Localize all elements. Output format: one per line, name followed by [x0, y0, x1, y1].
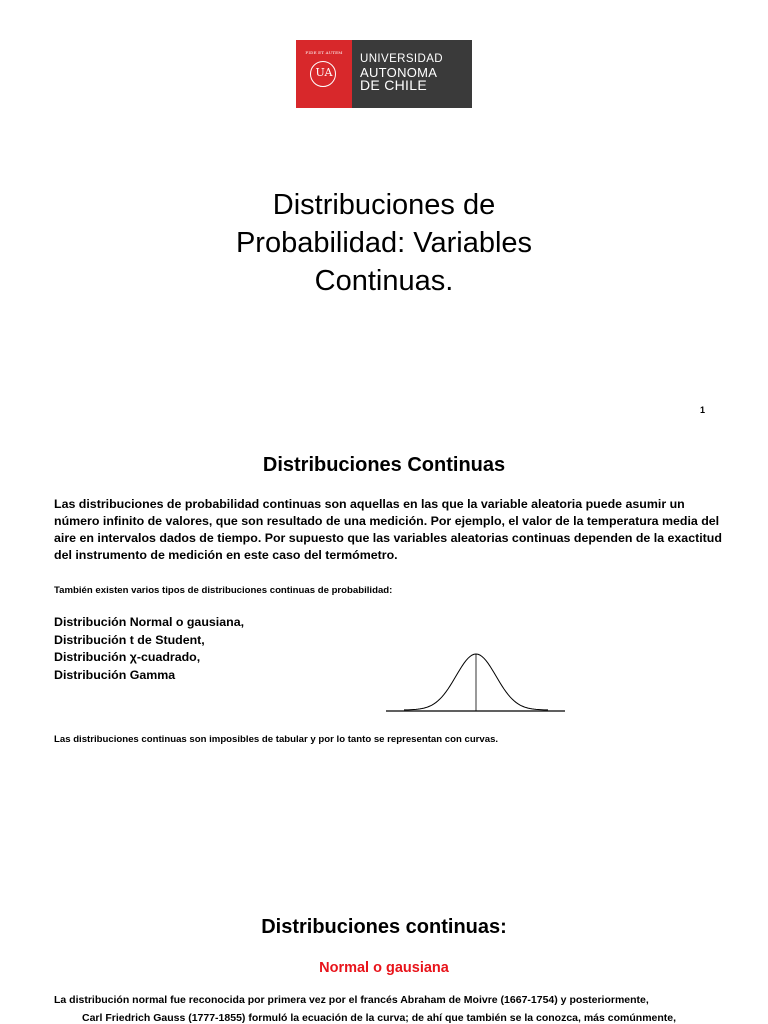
list-item: Distribución χ-cuadrado,: [54, 650, 201, 664]
subheading-normal: Normal o gausiana: [319, 960, 449, 976]
logo-line-3: DE CHILE: [360, 77, 427, 93]
logo-line-2: AUTONOMA: [360, 65, 438, 80]
list-item: Distribución Normal o gausiana,: [54, 615, 245, 629]
distribution-types-list: [54, 614, 244, 684]
title-line-3: Continuas.: [314, 265, 454, 297]
logo-seal-panel: [296, 40, 352, 108]
section-heading-continuas: Distribuciones Continuas: [262, 454, 506, 476]
curves-note: Las distribuciones continuas son imposibles de tabular y por lo tanto se representan con curvas.: [54, 734, 499, 745]
list-item: Distribución t de Student,: [54, 632, 205, 647]
list-item: Distribución Gamma: [54, 667, 176, 682]
section-heading-continuas-2: Distribuciones continuas:: [261, 916, 507, 938]
intro-paragraph: Las distribuciones de probabilidad continuas son aquellas en las que la variable aleatoria puede asumir un número infinito de valores, que son resultado de una medición. Por ejemplo, el valor de la temperatura media del aire en intervalos dados de tiempo. Por supuesto que las variables aleatorias continuas dependen de la exactitud del instrumento de medición en este caso del termómetro.: [54, 497, 722, 562]
body-line-2: Carl Friedrich Gauss (1777-1855) formuló la ecuación de la curva; de ahí que también se la conozca, más comúnmente,: [82, 1012, 677, 1024]
page-title: [0, 186, 768, 300]
logo-wordmark: [352, 40, 472, 108]
university-logo: [296, 40, 472, 108]
title-line-2: Probabilidad: Variables: [235, 227, 533, 259]
types-intro: También existen varios tipos de distribuciones continuas de probabilidad:: [54, 585, 393, 596]
bell-curve-illustration: [384, 648, 568, 718]
logo-seal-motto: FIDE ET AUTEM: [305, 50, 343, 55]
logo-seal-initials: UA: [315, 66, 333, 79]
logo-line-1: UNIVERSIDAD: [360, 53, 443, 65]
title-line-1: Distribuciones de: [272, 189, 496, 221]
body-line-1: La distribución normal fue reconocida por primera vez por el francés Abraham de Moivre (1667-1754) y posteriormente,: [54, 994, 649, 1006]
page-number: 1: [700, 405, 706, 415]
